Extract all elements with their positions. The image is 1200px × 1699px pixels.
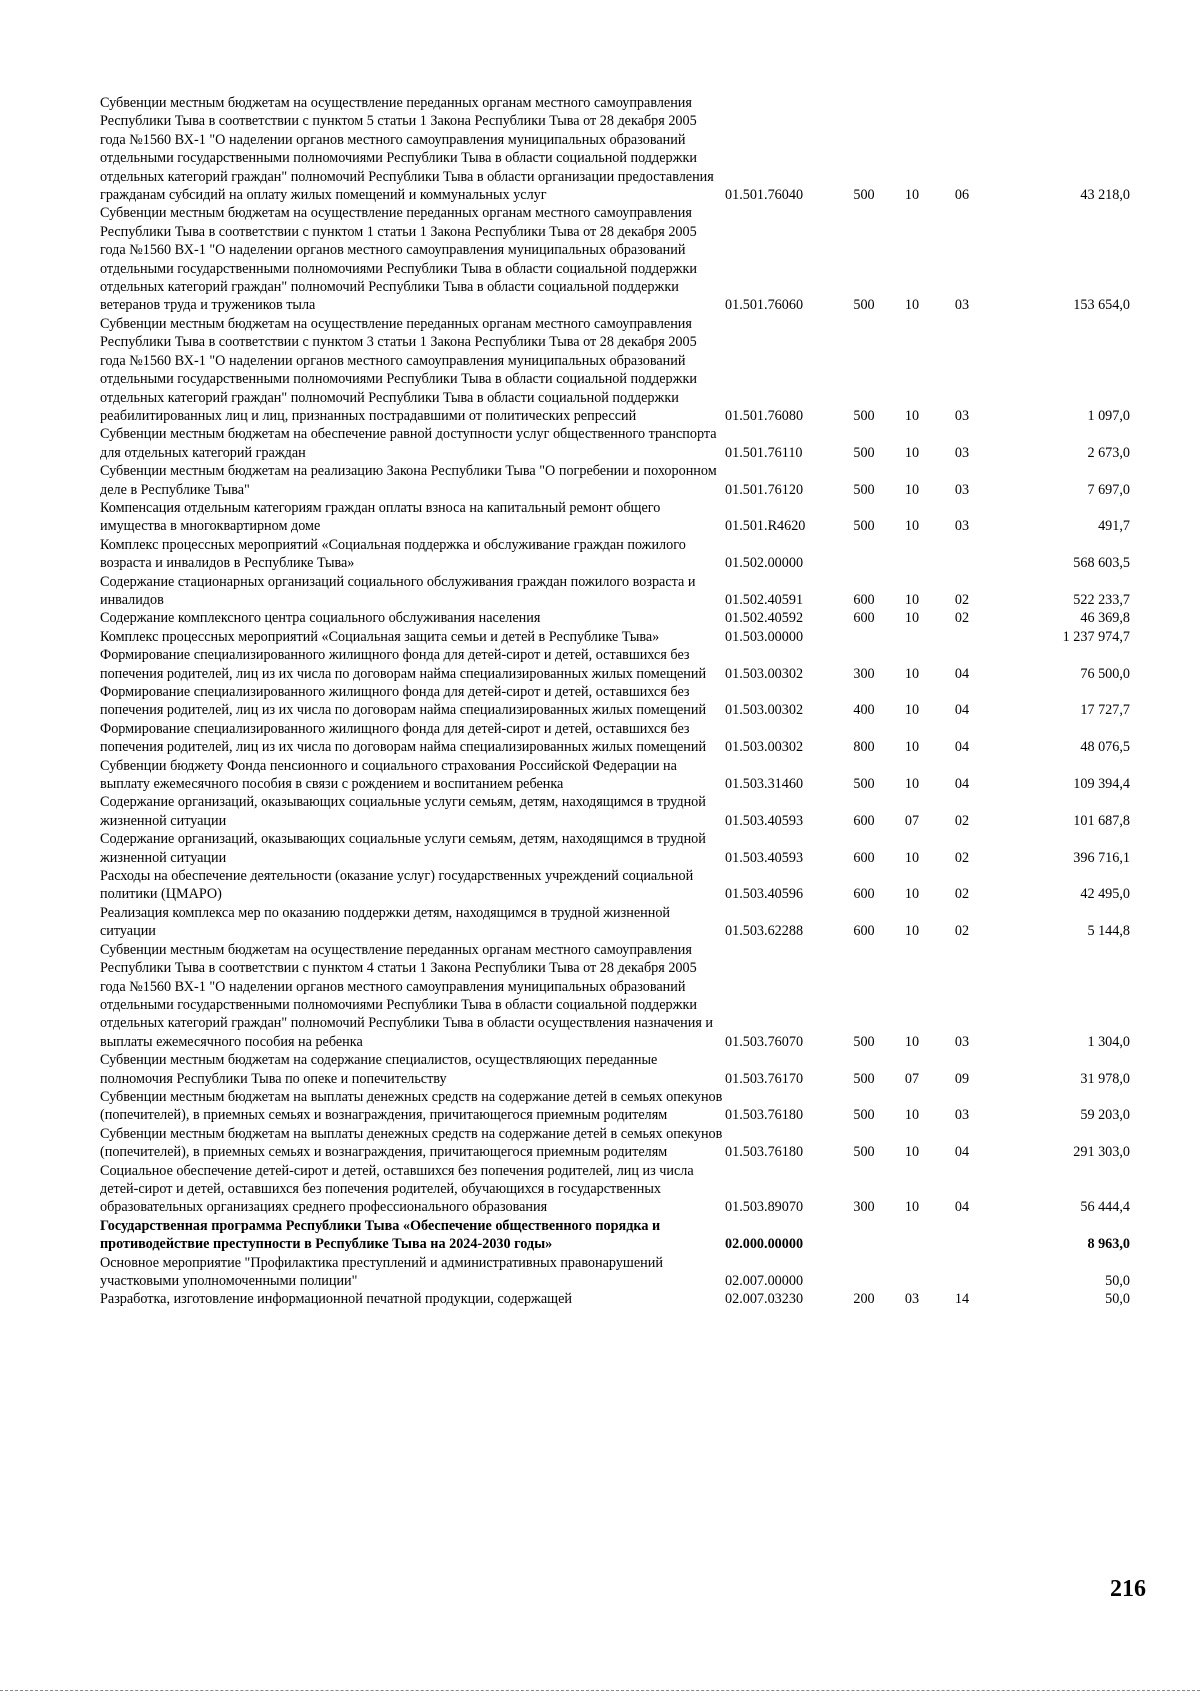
row-description: Субвенции бюджету Фонда пенсионного и социального страхования Российской Федерации на выплату ежемесячного пособия в связи с рождением и воспитанием ребенка: [100, 757, 677, 793]
row-subsection: 09: [954, 1070, 970, 1087]
row-description: Содержание организаций, оказывающих социальные услуги семьям, детям, находящимся в трудной жизненной ситуации: [100, 831, 706, 866]
row-section: 10: [904, 665, 920, 682]
row-code: 01.503.40593: [725, 812, 804, 829]
row-description: Содержание организаций, оказывающих социальные услуги семьям, детям, находящимся в трудной жизненной ситуации: [100, 794, 706, 829]
row-subsection: 04: [954, 1144, 970, 1161]
row-expense-type: 500: [853, 407, 875, 424]
table-row: [100, 536, 1130, 573]
footer-rule: [0, 1690, 1200, 1691]
row-amount: 5 144,8: [1087, 923, 1130, 940]
row-amount: 31 978,0: [1080, 1070, 1130, 1087]
row-amount: 491,7: [1098, 518, 1130, 535]
row-section: 10: [904, 444, 920, 461]
table-row: [100, 1290, 1130, 1308]
row-section: 03: [904, 1291, 920, 1308]
row-code: 01.502.40591: [725, 591, 804, 608]
row-amount: 2 673,0: [1087, 444, 1130, 461]
row-subsection: 02: [954, 591, 970, 608]
row-expense-type: 500: [853, 776, 875, 793]
row-amount: 7 697,0: [1087, 481, 1130, 498]
row-description: Разработка, изготовление информационной печатной продукции, содержащей: [100, 1291, 572, 1308]
row-amount: 1 237 974,7: [1062, 628, 1130, 645]
row-section: 10: [904, 610, 920, 627]
row-expense-type: 600: [853, 610, 875, 627]
row-amount: 46 369,8: [1080, 610, 1130, 627]
row-subsection: 02: [954, 610, 970, 627]
table-row: [100, 425, 1130, 462]
table-row: [100, 315, 1130, 425]
row-description: Реализация комплекса мер по оказанию поддержки детям, находящимся в трудной жизненной ситуации: [100, 904, 671, 940]
table-row: [100, 628, 1130, 646]
row-expense-type: 800: [853, 739, 875, 756]
row-description: Государственная программа Республики Тыва «Обеспечение общественного порядка и противодействие преступности в Республике Тыва на 2024-2030 годы»: [100, 1217, 661, 1253]
table-row: [100, 683, 1130, 720]
row-amount: 50,0: [1105, 1291, 1130, 1308]
row-expense-type: [840, 536, 888, 573]
row-code: 01.503.31460: [725, 776, 804, 793]
row-subsection: 03: [954, 297, 970, 314]
row-subsection: 03: [954, 481, 970, 498]
row-code: 01.501.76040: [725, 187, 804, 204]
row-section: 10: [904, 1144, 920, 1161]
row-description: Социальное обеспечение детей-сирот и детей, оставшихся без попечения родителей, лиц из числа детей-сирот и детей, оставшихся без попечения родителей, обучающихся в государственных образовательных организациях среднего профессионального образования: [100, 1162, 694, 1216]
row-expense-type: 600: [853, 849, 875, 866]
row-description: Субвенции местным бюджетам на осуществление переданных органам местного самоуправления Республики Тыва в соответствии с пунктом 5 статьи 1 Закона Республики Тыва от 28 декабря 2005 года №1560 ВХ-1 "О наделении органов местного самоуправления муниципальных образований отдельными государственными полномочиями Республики Тыва в области социальной поддержки отдельных категорий граждан" полномочий Республики Тыва в области организации предоставления гражданам субсидий на оплату жилых помещений и коммунальных услуг: [100, 95, 714, 204]
table-row: [100, 1051, 1130, 1088]
row-expense-type: 300: [853, 665, 875, 682]
row-section: 10: [904, 481, 920, 498]
row-section: [888, 536, 936, 573]
row-code: 01.503.40596: [725, 886, 804, 903]
row-expense-type: 300: [853, 1199, 875, 1216]
row-section: 10: [904, 923, 920, 940]
table-row: [100, 757, 1130, 794]
row-amount: 109 394,4: [1073, 776, 1130, 793]
row-subsection: [936, 1254, 988, 1291]
row-subsection: 02: [954, 886, 970, 903]
row-code: 01.503.62288: [725, 923, 804, 940]
table-row: [100, 793, 1130, 830]
row-section: 10: [904, 776, 920, 793]
row-description: Формирование специализированного жилищного фонда для детей-сирот и детей, оставшихся без попечения родителей, лиц из их числа по договорам найма специализированных жилых помещений: [100, 647, 707, 682]
row-code: 02.000.00000: [725, 1236, 804, 1253]
row-description: Субвенции местным бюджетам на содержание специалистов, осуществляющих переданные полномочия Республики Тыва по опеке и попечительству: [100, 1052, 658, 1087]
row-subsection: 02: [954, 923, 970, 940]
row-subsection: 14: [954, 1291, 970, 1308]
row-amount: 153 654,0: [1073, 297, 1130, 314]
row-code: 01.503.76170: [725, 1070, 804, 1087]
row-description: Субвенции местным бюджетам на осуществление переданных органам местного самоуправления Республики Тыва в соответствии с пунктом 1 статьи 1 Закона Республики Тыва от 28 декабря 2005 года №1560 ВХ-1 "О наделении органов местного самоуправления муниципальных образований отдельными государственными полномочиями Республики Тыва в области социальной поддержки отдельных категорий граждан" полномочий Республики Тыва в области социальной поддержки ветеранов труда и тружеников тыла: [100, 205, 697, 314]
row-code: 01.502.00000: [725, 555, 804, 572]
row-expense-type: 500: [853, 518, 875, 535]
row-amount: 568 603,5: [1073, 555, 1130, 572]
row-code: 02.007.00000: [725, 1273, 804, 1289]
row-section: [888, 1217, 936, 1254]
row-code: 01.502.40592: [725, 610, 804, 627]
row-section: 10: [904, 1199, 920, 1216]
row-section: 10: [904, 518, 920, 535]
table-row: [100, 1088, 1130, 1125]
row-code: 01.501.76110: [725, 444, 803, 461]
table-row: [100, 1217, 1130, 1254]
row-code: 01.503.00302: [725, 665, 804, 682]
table-row: [100, 462, 1130, 499]
row-subsection: 03: [954, 407, 970, 424]
row-subsection: 06: [954, 187, 970, 204]
row-code: 01.501.76120: [725, 481, 804, 498]
row-amount: 43 218,0: [1080, 187, 1130, 204]
row-expense-type: [840, 1217, 888, 1254]
table-row: [100, 1125, 1130, 1162]
table-row: [100, 830, 1130, 867]
row-amount: 1 097,0: [1087, 407, 1130, 424]
row-description: Формирование специализированного жилищного фонда для детей-сирот и детей, оставшихся без попечения родителей, лиц из их числа по договорам найма специализированных жилых помещений: [100, 720, 707, 756]
table-row: [100, 1162, 1130, 1217]
row-subsection: [936, 1217, 988, 1254]
row-amount: 48 076,5: [1080, 739, 1130, 756]
row-code: 01.503.76070: [725, 1033, 804, 1050]
row-amount: 291 303,0: [1073, 1144, 1130, 1161]
table-row: [100, 904, 1130, 941]
row-subsection: 03: [954, 1107, 970, 1124]
row-description: Компенсация отдельным категориям граждан оплаты взноса на капитальный ремонт общего имущества в многоквартирном доме: [100, 499, 661, 535]
row-code: 01.503.40593: [725, 849, 804, 866]
row-code: 01.503.00000: [725, 628, 804, 645]
row-expense-type: 500: [853, 1070, 875, 1087]
row-expense-type: 200: [853, 1291, 875, 1308]
row-section: 10: [904, 702, 920, 719]
row-expense-type: 500: [853, 444, 875, 461]
row-subsection: 04: [954, 665, 970, 682]
row-expense-type: 500: [853, 187, 875, 204]
row-description: Расходы на обеспечение деятельности (оказание услуг) государственных учреждений социальной политики (ЦМАРО): [100, 868, 694, 903]
row-subsection: [936, 628, 988, 646]
row-expense-type: 500: [853, 297, 875, 314]
table-row: [100, 94, 1130, 204]
row-subsection: 04: [954, 1199, 970, 1216]
row-code: 01.503.76180: [725, 1144, 804, 1161]
row-section: 10: [904, 297, 920, 314]
row-subsection: 04: [954, 776, 970, 793]
table-row: [100, 204, 1130, 314]
row-section: 10: [904, 187, 920, 204]
row-code: 01.503.76180: [725, 1107, 804, 1124]
row-amount: 101 687,8: [1073, 812, 1130, 829]
row-description: Субвенции местным бюджетам на осуществление переданных органам местного самоуправления Республики Тыва в соответствии с пунктом 3 статьи 1 Закона Республики Тыва от 28 декабря 2005 года №1560 ВХ-1 "О наделении органов местного самоуправления муниципальных образований отдельными государственными полномочиями Республики Тыва в области социальной поддержки отдельных категорий граждан" полномочий Республики Тыва в области социальной поддержки реабилитированных лиц и лиц, признанных пострадавшими от политических репрессий: [100, 315, 697, 424]
table-row: [100, 609, 1130, 627]
table-row: [100, 1254, 1130, 1291]
row-description: Субвенции местным бюджетам на обеспечение равной доступности услуг общественного транспорта для отдельных категорий граждан: [100, 426, 717, 461]
row-expense-type: 500: [853, 1144, 875, 1161]
row-description: Основное мероприятие "Профилактика преступлений и административных правонарушений участковыми уполномоченными полиции": [100, 1254, 663, 1289]
row-section: [888, 1254, 936, 1291]
row-code: 01.501.76080: [725, 407, 804, 424]
row-amount: 76 500,0: [1080, 665, 1130, 682]
row-expense-type: [840, 628, 888, 646]
row-code: 01.503.00302: [725, 739, 804, 756]
row-amount: 50,0: [1105, 1273, 1130, 1289]
row-section: 10: [904, 849, 920, 866]
row-amount: 17 727,7: [1080, 702, 1130, 719]
row-code: 01.503.00302: [725, 702, 804, 719]
row-subsection: 04: [954, 702, 970, 719]
row-code: 01.503.89070: [725, 1199, 804, 1216]
row-subsection: 03: [954, 518, 970, 535]
row-expense-type: [840, 1254, 888, 1291]
row-expense-type: 500: [853, 481, 875, 498]
row-description: Субвенции местным бюджетам на осуществление переданных органам местного самоуправления Республики Тыва в соответствии с пунктом 4 статьи 1 Закона Республики Тыва от 28 декабря 2005 года №1560 ВХ-1 "О наделении органов местного самоуправления муниципальных образований отдельными государственными полномочиями Республики Тыва в области социальной поддержки отдельных категорий граждан" полномочий Республики Тыва в области осуществления назначения и выплаты ежемесячного пособия на ребенка: [100, 941, 714, 1050]
row-subsection: 02: [954, 849, 970, 866]
row-section: 10: [904, 407, 920, 424]
row-expense-type: 600: [853, 591, 875, 608]
table-row: [100, 573, 1130, 610]
row-section: 10: [904, 1033, 920, 1050]
row-description: Комплекс процессных мероприятий «Социальная защита семьи и детей в Республике Тыва»: [100, 628, 660, 645]
row-amount: 8 963,0: [1087, 1236, 1130, 1253]
row-code: 02.007.03230: [725, 1291, 804, 1308]
table-row: [100, 499, 1130, 536]
row-description: Субвенции местным бюджетам на выплаты денежных средств на содержание детей в семьях опекунов (попечителей), в приемных семьях и вознаграждения, причитающегося приемным родителям: [100, 1125, 723, 1161]
row-amount: 1 304,0: [1087, 1033, 1130, 1050]
table-row: [100, 867, 1130, 904]
row-amount: 396 716,1: [1073, 849, 1130, 866]
row-expense-type: 600: [853, 812, 875, 829]
budget-table: [100, 94, 1130, 1309]
row-section: 07: [904, 1070, 920, 1087]
row-section: 07: [904, 812, 920, 829]
row-description: Субвенции местным бюджетам на реализацию Закона Республики Тыва "О погребении и похоронном деле в Республике Тыва": [100, 463, 717, 498]
row-amount: 42 495,0: [1080, 886, 1130, 903]
row-description: Содержание комплексного центра социального обслуживания населения: [100, 610, 541, 627]
row-expense-type: 600: [853, 886, 875, 903]
table-row: [100, 941, 1130, 1051]
row-subsection: 03: [954, 444, 970, 461]
row-section: 10: [904, 1107, 920, 1124]
row-subsection: [936, 536, 988, 573]
table-row: [100, 646, 1130, 683]
row-expense-type: 400: [853, 702, 875, 719]
row-subsection: 03: [954, 1033, 970, 1050]
row-amount: 59 203,0: [1080, 1107, 1130, 1124]
row-code: 01.501.76060: [725, 297, 804, 314]
row-description: Формирование специализированного жилищного фонда для детей-сирот и детей, оставшихся без попечения родителей, лиц из их числа по договорам найма специализированных жилых помещений: [100, 684, 707, 719]
row-expense-type: 500: [853, 1107, 875, 1124]
row-expense-type: 500: [853, 1033, 875, 1050]
row-code: 01.501.R4620: [725, 518, 806, 535]
row-description: Субвенции местным бюджетам на выплаты денежных средств на содержание детей в семьях опекунов (попечителей), в приемных семьях и вознаграждения, причитающегося приемным родителям: [100, 1088, 723, 1124]
row-section: 10: [904, 591, 920, 608]
page-number: 216: [1110, 1576, 1146, 1602]
budget-table-body: [100, 94, 1130, 1309]
row-section: 10: [904, 886, 920, 903]
row-amount: 522 233,7: [1073, 591, 1130, 608]
row-description: Содержание стационарных организаций социального обслуживания граждан пожилого возраста и инвалидов: [100, 573, 696, 608]
table-row: [100, 720, 1130, 757]
row-subsection: 02: [954, 812, 970, 829]
row-amount: 56 444,4: [1080, 1199, 1130, 1216]
row-section: 10: [904, 739, 920, 756]
row-section: [888, 628, 936, 646]
row-description: Комплекс процессных мероприятий «Социальная поддержка и обслуживание граждан пожилого возраста и инвалидов в Республике Тыва»: [100, 536, 686, 572]
row-subsection: 04: [954, 739, 970, 756]
row-expense-type: 600: [853, 923, 875, 940]
